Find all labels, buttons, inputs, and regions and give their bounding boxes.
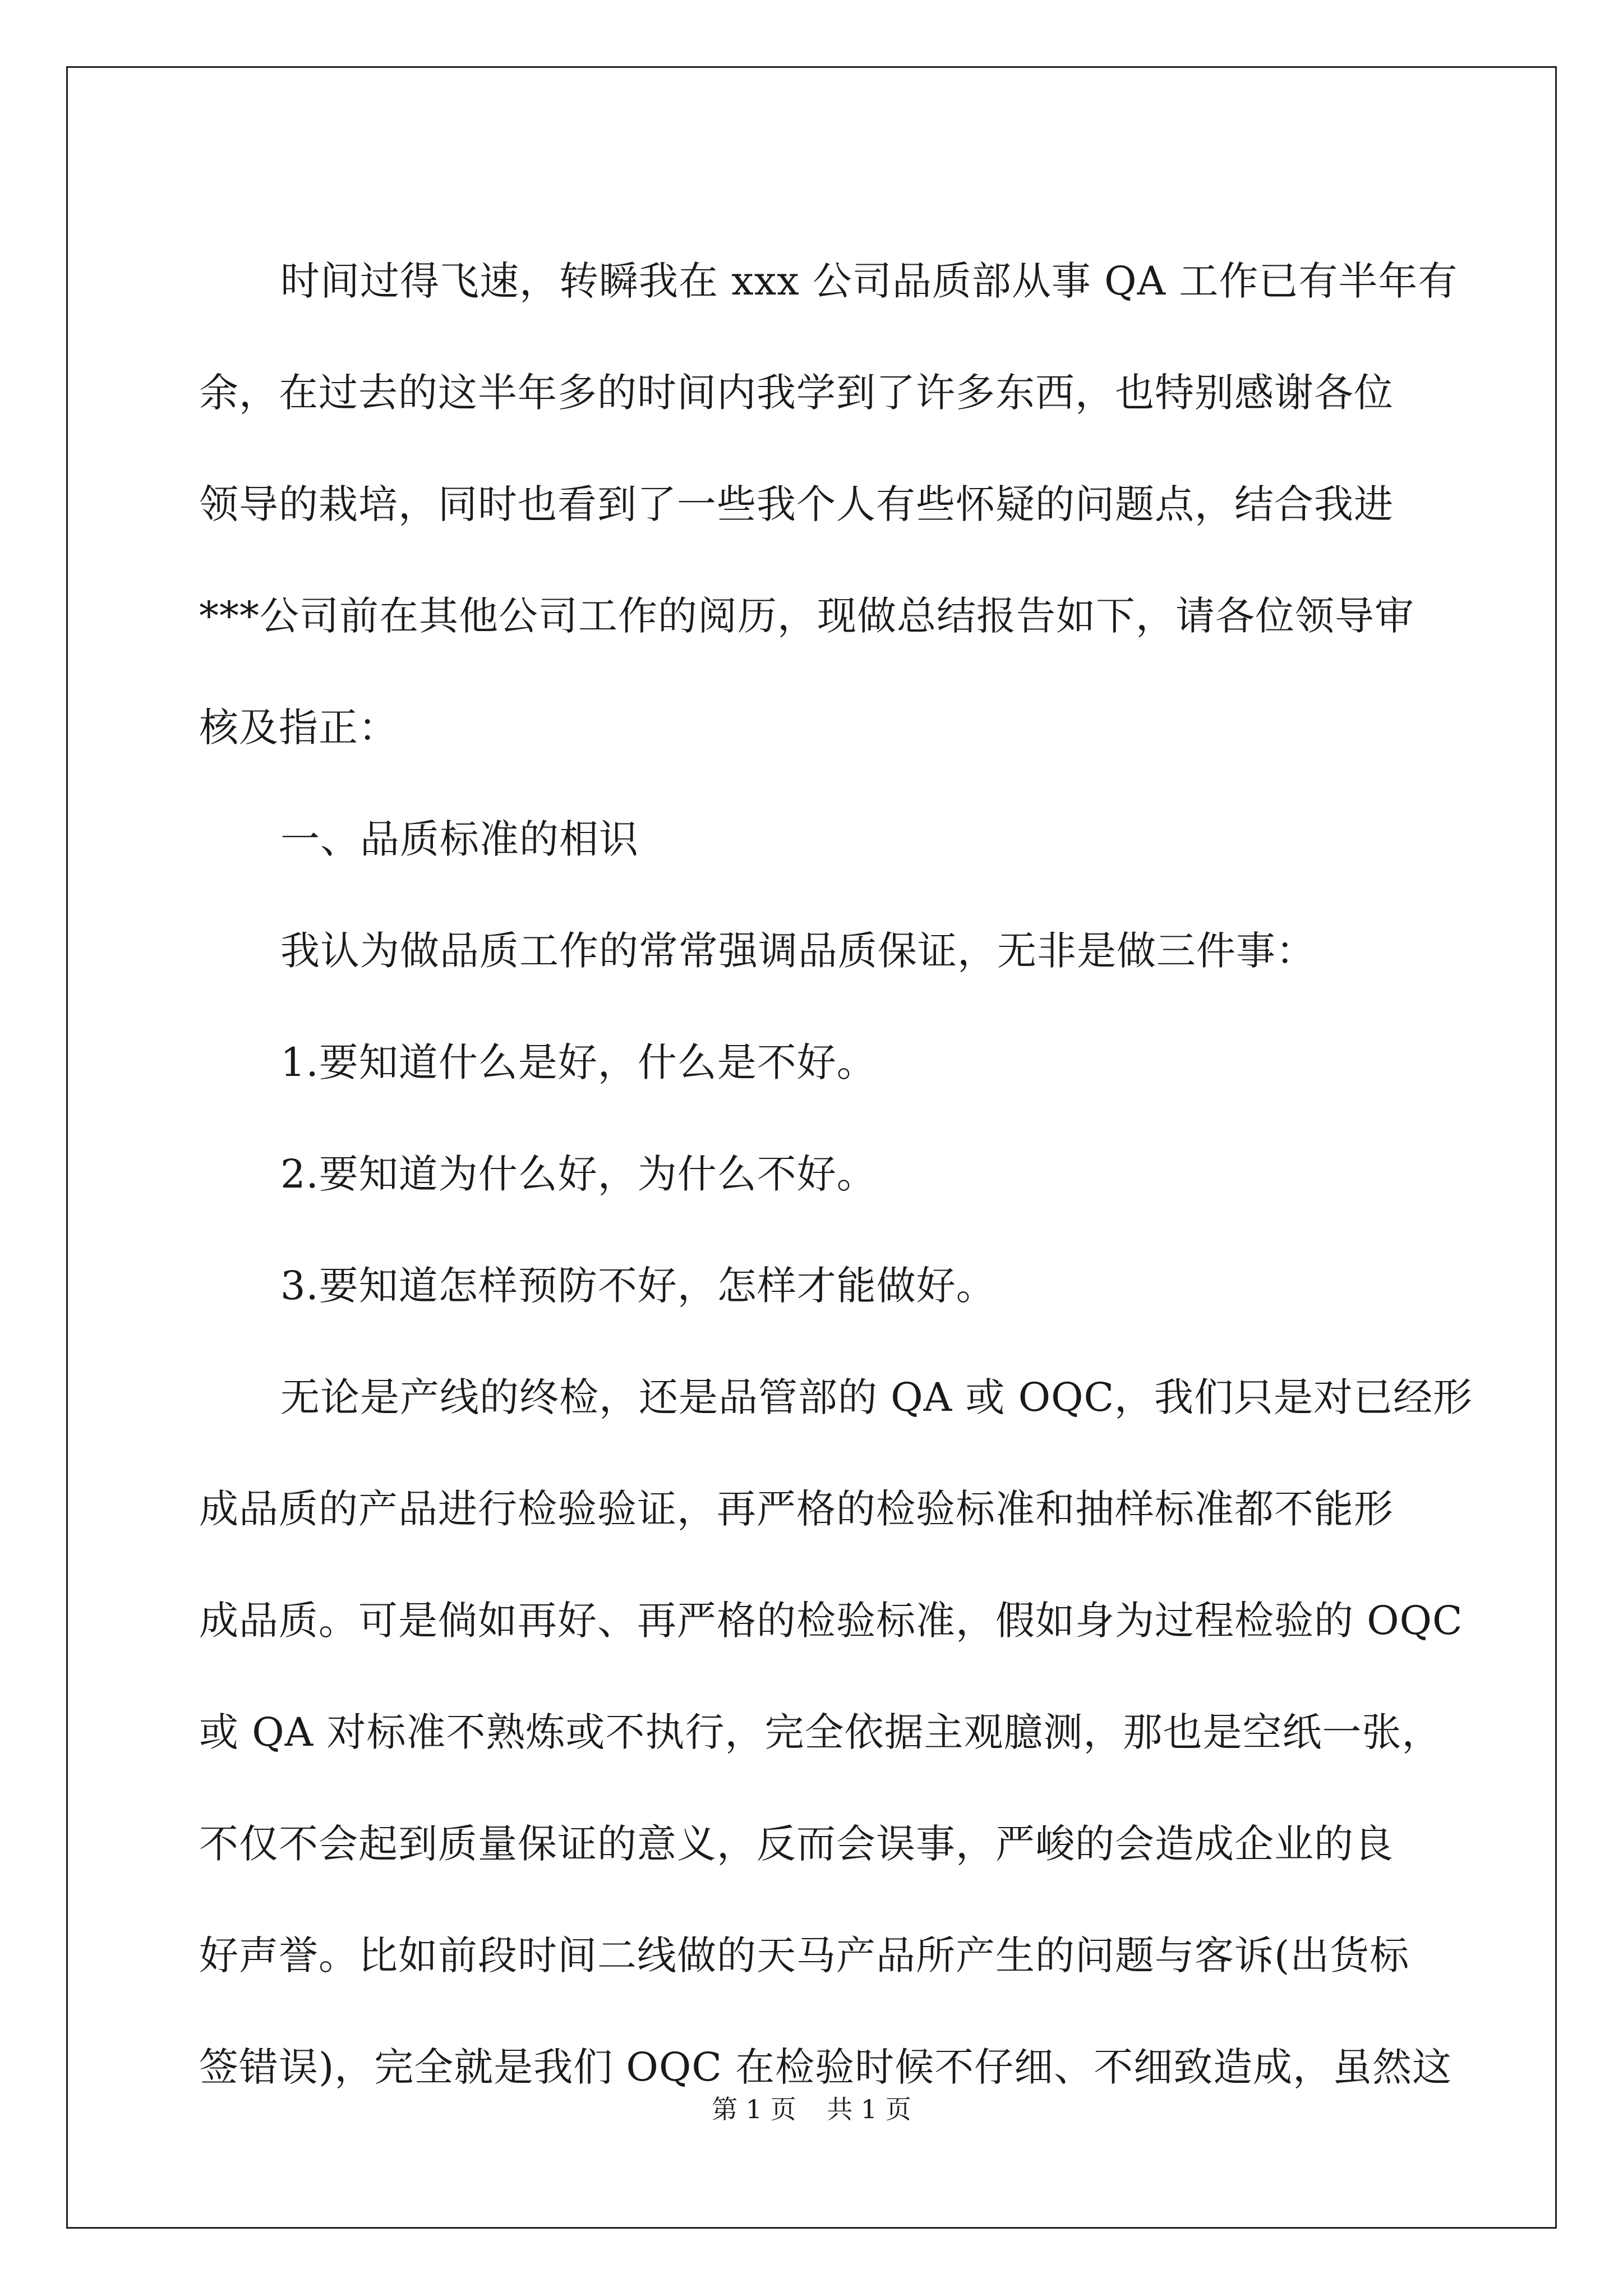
text-line: 时间过得飞速，转瞬我在 xxx 公司品质部从事 QA 工作已有半年有 — [280, 258, 1458, 304]
text-line: 核及指正： — [199, 705, 398, 751]
text-line: 不仅不会起到质量保证的意义，反而会误事，严峻的会造成企业的良 — [199, 1821, 1394, 1867]
paragraph-inspection — [199, 1342, 1473, 2123]
text-line: 我认为做品质工作的常常强调品质保证，无非是做三件事： — [280, 928, 1316, 974]
text-line: 成品质。可是倘如再好、再严格的检验标准，假如身为过程检验的 OQC — [199, 1598, 1463, 1644]
paragraph-intro — [199, 226, 1458, 784]
page-total: 共 1 页 — [827, 2094, 911, 2124]
text-line: 一、品质标准的相识 — [280, 816, 639, 862]
text-line: 成品质的产品进行检验验证，再严格的检验标准和抽样标准都不能形 — [199, 1486, 1394, 1532]
page-number: 第 1 页 — [712, 2094, 796, 2124]
section-heading — [199, 784, 1430, 895]
text-line: 领导的栽培，同时也看到了一些我个人有些怀疑的问题点，结合我进 — [199, 481, 1394, 527]
text-line: 3.要知道怎样预防不好，怎样才能做好。 — [280, 1263, 996, 1309]
page-footer — [0, 2092, 1623, 2126]
text-line: 余，在过去的这半年多的时间内我学到了许多东西，也特别感谢各位 — [199, 370, 1394, 416]
text-line: 或 QA 对标准不熟炼或不执行，完全依据主观臆测，那也是空纸一张， — [199, 1709, 1442, 1755]
list-item-1 — [199, 1007, 1430, 1119]
text-line: 好声誉。比如前段时间二线做的天马产品所产生的问题与客诉(出货标 — [199, 1932, 1410, 1978]
list-item-2 — [199, 1119, 1430, 1230]
text-line: ***公司前在其他公司工作的阅历，现做总结报告如下，请各位领导审 — [199, 593, 1414, 639]
text-line: 2.要知道为什么好，为什么不好。 — [280, 1151, 877, 1197]
text-line: 1.要知道什么是好，什么是不好。 — [280, 1039, 877, 1085]
list-item-3 — [199, 1230, 1430, 1342]
text-line: 签错误)，完全就是我们 OQC 在检验时候不仔细、不细致造成，虽然这 — [199, 2044, 1453, 2090]
document-body — [199, 226, 1473, 2123]
paragraph-three-things — [199, 895, 1430, 1007]
text-line: 无论是产线的终检，还是品管部的 QA 或 OQC，我们只是对已经形 — [280, 1374, 1473, 1420]
